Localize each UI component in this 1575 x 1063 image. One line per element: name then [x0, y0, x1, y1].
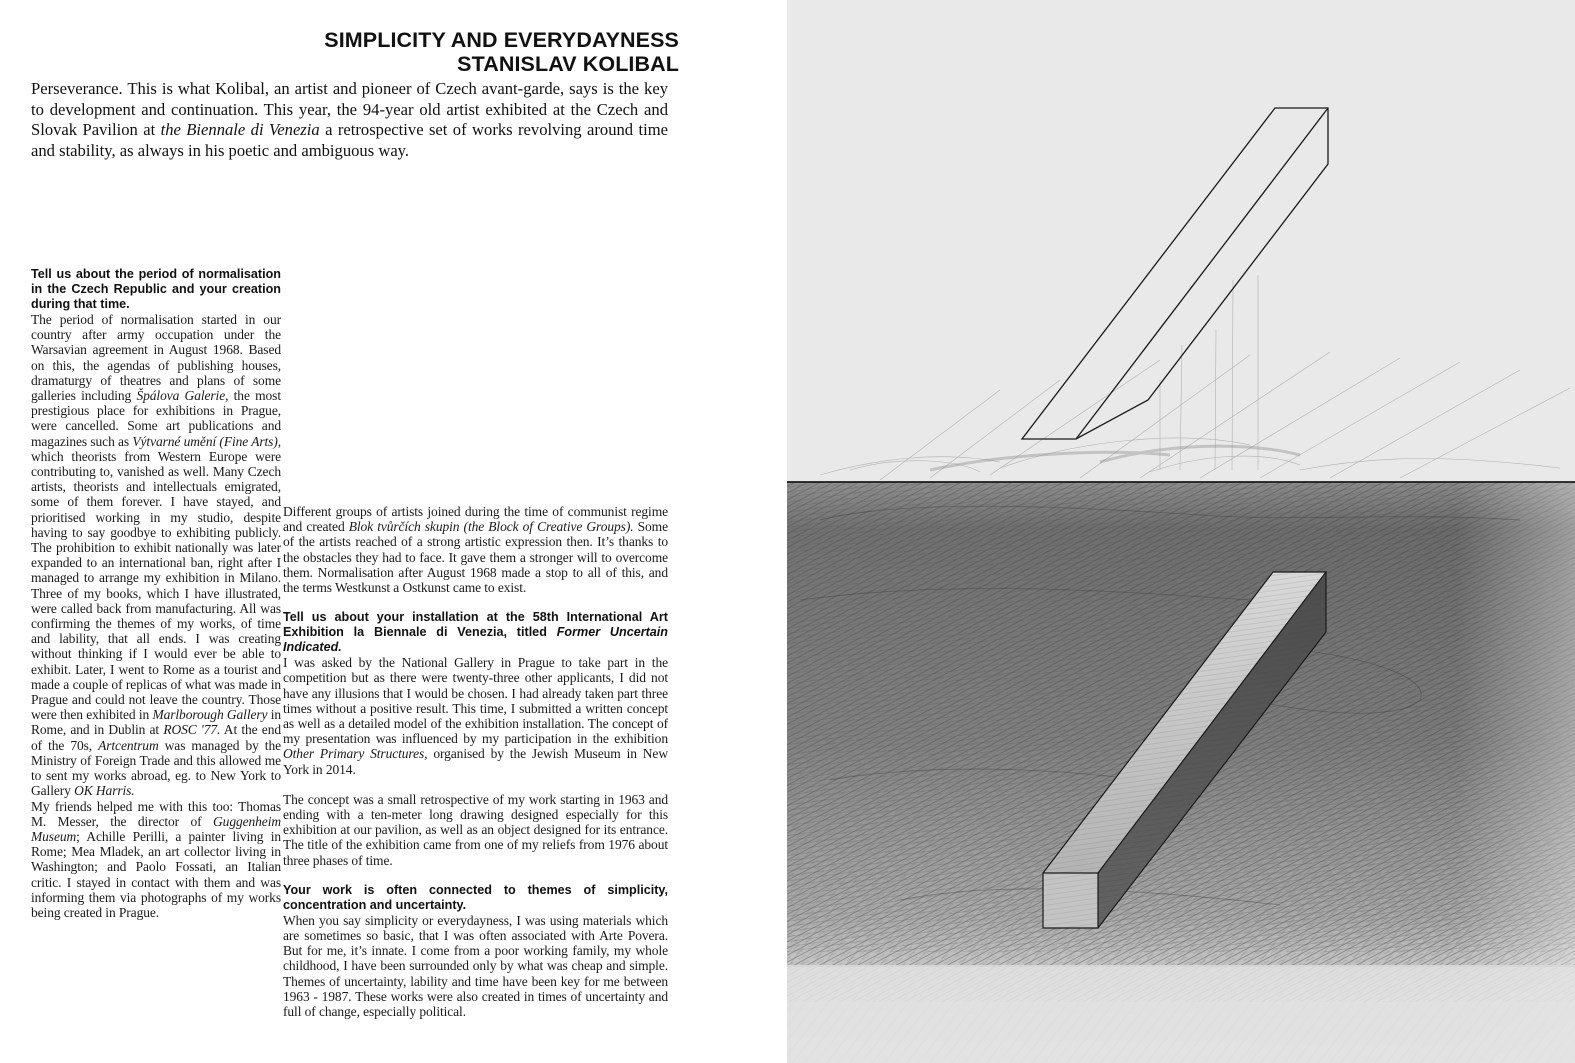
answer-simplicity: When you say simplicity or everydayness, I was using materials which are sometimes so basic, that I was often associated with Arte Povera. But for me, it’s innate. I come from a poor working family, my whole childhood, I have been surrounded only by what was cheap and simple. Themes of uncertainty, lability and time have been key for me between 1963 - 1987. These works were also created in times of uncertainty and full of change, especially political.: [283, 912, 668, 1020]
lede-text: Perseverance. This is what Kolibal, an artist and pioneer of Czech avant-garde, says is the key to development and continuation. This year, the 94-year old artist exhibited at the Czech and Slovak Pavilion at: [31, 79, 668, 139]
question-simplicity: Your work is often connected to themes of simplicity, concentration and uncertainty.: [283, 882, 668, 912]
answer-installation: I was asked by the National Gallery in Prague to take part in the competition but as there were twenty-three other applicants, I did not have any illusions that I would be chosen. I had already taken part three times without a positive result. This time, I submitted a written concept as well as a detailed model of the exhibition installation. The concept of my presentation was influenced by my participation in the exhibition Other Primary Structures, organised by the Jewish Museum in New York in 2014.: [283, 655, 668, 777]
artwork-drawing: [787, 0, 1575, 1063]
lede-italic: the Biennale di Venezia: [160, 120, 320, 139]
lede-text-end: a retrospective set of works revolving around time and stability, as always in his poetic and ambiguous way.: [31, 120, 668, 160]
lede-paragraph: [31, 79, 668, 161]
spacer: [283, 777, 668, 792]
answer-concept: The concept was a small retrospective of my work starting in 1963 and ending with a ten-meter long drawing designed especially for this exhibition at our pavilion, as well as an object designed for its entrance. The title of the exhibition came from one of my reliefs from 1976 about three phases of time.: [283, 791, 668, 868]
article-title: [324, 28, 679, 76]
title-line-1: SIMPLICITY AND EVERYDAYNESS: [324, 28, 679, 52]
answer-normalisation: The period of normalisation started in our country after army occupation under the Warsavian agreement in August 1968. Based on this, the agendas of publishing houses, dramaturgy of theatres and plans of some galleries including Špálova Galerie, the most prestigious place for exhibitions in Prague, were cancelled. Some art publications and magazines such as Výtvarné umění (Fine Arts), which theorists from Western Europe were contributing to, vanished as well. Many Czech artists, theorists and intellectuals emigrated, some of them forever. I have stayed, and prioritised working in my studio, despite having to say goodbye to exhibiting publicly. The prohibition to exhibit nationally was later expanded to an international ban, right after I managed to arrange my exhibition in Milano. Three of my books, which I have illustrated, were called back from manufacturing. All was confirming the themes of my works, of time and lability, that all ends. I was creating without thinking if I would ever be able to exhibit. Later, I went to Rome as a tourist and made a couple of replicas of what was made in Prague and could not leave the country. Those were then exhibited in Marlborough Gallery in Rome, and in Dublin at ROSC '77. At the end of the 70s, Artcentrum was managed by the Ministry of Foreign Trade and this allowed me to sent my works abroad, eg. to New York to Gallery OK Harris.: [31, 312, 282, 799]
text-column-2: [283, 504, 668, 1019]
text-column-1: [31, 267, 281, 920]
spacer: [283, 595, 668, 610]
question-installation: Tell us about your installation at the 58th International Art Exhibition la Biennale di Venezia, titled Former Uncertain Indicated.: [283, 610, 668, 655]
spacer: [283, 868, 668, 883]
title-line-2: STANISLAV KOLIBAL: [457, 52, 679, 76]
paragraph-creative-groups: Different groups of artists joined during the time of communist regime and created Blok tvůrčích skupin (the Block of Creative Groups). Some of the artists reached of a strong artistic expression then. It’s thanks to the obstacles they had to face. It gave them a stronger will to overcome them. Normalisation after August 1968 made a stop to all of this, and the terms Westkunst a Ostkunst came to exist.: [283, 504, 668, 596]
answer-friends: My friends helped me with this too: Thomas M. Messer, the director of Guggenheim Museum; Achille Perilli, a painter living in Rome; Mea Mladek, an art collector living in Washington; and Paolo Fossati, an Italian critic. I stayed in contact with them and was informing them via photographs of my works being created in Prague.: [31, 798, 281, 920]
question-normalisation: Tell us about the period of normalisation in the Czech Republic and your creation during that time.: [31, 267, 281, 311]
pencil-drawing-illustration: [787, 0, 1575, 1063]
left-page: [0, 0, 787, 1063]
